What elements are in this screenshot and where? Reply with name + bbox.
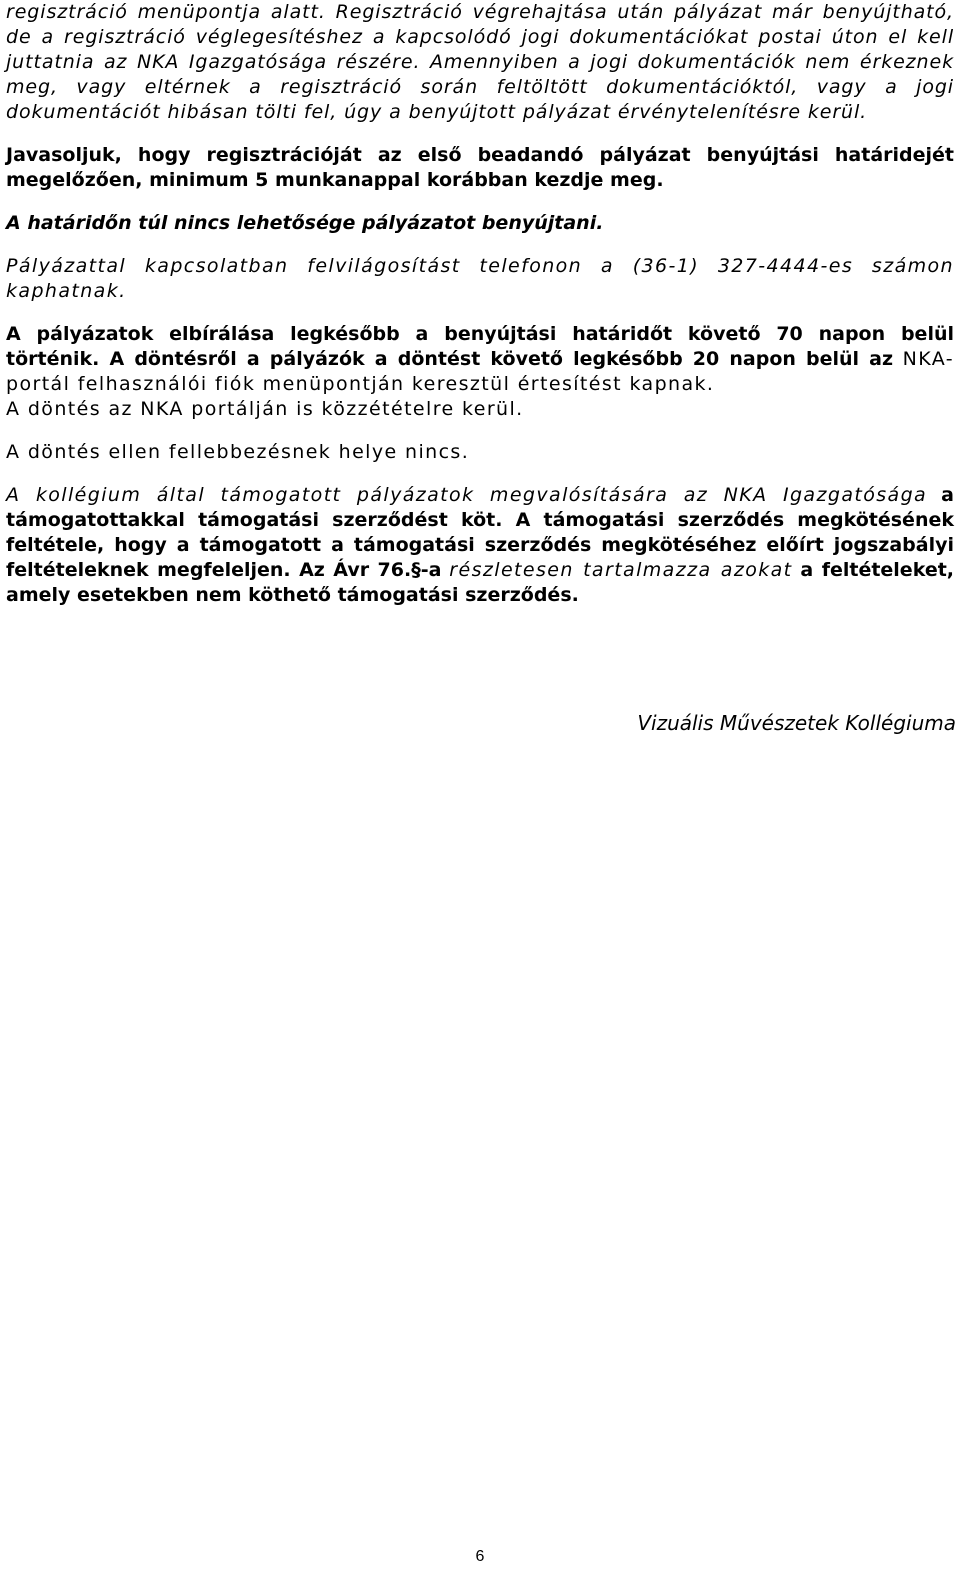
contract-text-conditions: a feltételeket, amely esetekben nem köthető támogatási szerződés. (6, 559, 955, 606)
paragraph-evaluation (6, 322, 954, 422)
contract-text-intro: A kollégium által támogatott pályázatok megvalósítására az NKA Igazgatósága (6, 484, 928, 506)
paragraph-deadline-warning: A határidőn túl nincs lehetősége pályázatot benyújtani. (6, 212, 604, 234)
evaluation-portal-text: NKA-portál felhasználói fiók menüpontján keresztül értesítést kapnak. (6, 348, 955, 395)
contract-text-main: a támogatottakkal támogatási szerződést köt. A támogatási szerződés megkötésének feltétele, hogy a támogatott a támogatási szerződés megkötéséhez előírt jogszabályi feltételeknek megfeleljen. Az Ávr 76.§-a (6, 484, 954, 581)
paragraph-registration: regisztráció menüpontja alatt. Regisztráció végrehajtása után pályázat már benyújtható, de a regisztráció véglegesítéshez a kapcsolódó jogi dokumentációkat postai úton el kell juttatnia az NKA Igazgatósága részére. Amennyiben a jogi dokumentációk nem érkeznek meg, vagy eltérnek a regisztráció során feltöltött dokumentációktól, vagy a jogi dokumentációt hibásan tölti fel, úgy a benyújtott pályázat érvénytelenítésre kerül. (6, 1, 954, 123)
paragraph-recommendation: Javasoljuk, hogy regisztrációját az első beadandó pályázat benyújtási határidejét megelőzően, minimum 5 munkanappal korábban kezdje meg. (6, 144, 954, 191)
document-page (6, 0, 954, 608)
signature: Vizuális Művészetek Kollégiuma (637, 711, 956, 735)
contract-text-detail: részletesen tartalmazza azokat (449, 559, 793, 581)
page-number: 6 (475, 1548, 485, 1565)
evaluation-text: A pályázatok elbírálása legkésőbb a benyújtási határidőt követő 70 napon belül történik. A döntésről a pályázók a döntést követő legkésőbb 20 napon belül az (6, 323, 954, 370)
evaluation-publish-text: A döntés az NKA portálján is közzétételre kerül. (6, 398, 524, 420)
paragraph-no-appeal: A döntés ellen fellebbezésnek helye nincs. (6, 441, 470, 463)
paragraph-phone-info: Pályázattal kapcsolatban felvilágosítást telefonon a (36-1) 327-4444-es számon kaphatnak. (6, 255, 954, 302)
paragraph-contract (6, 483, 954, 608)
